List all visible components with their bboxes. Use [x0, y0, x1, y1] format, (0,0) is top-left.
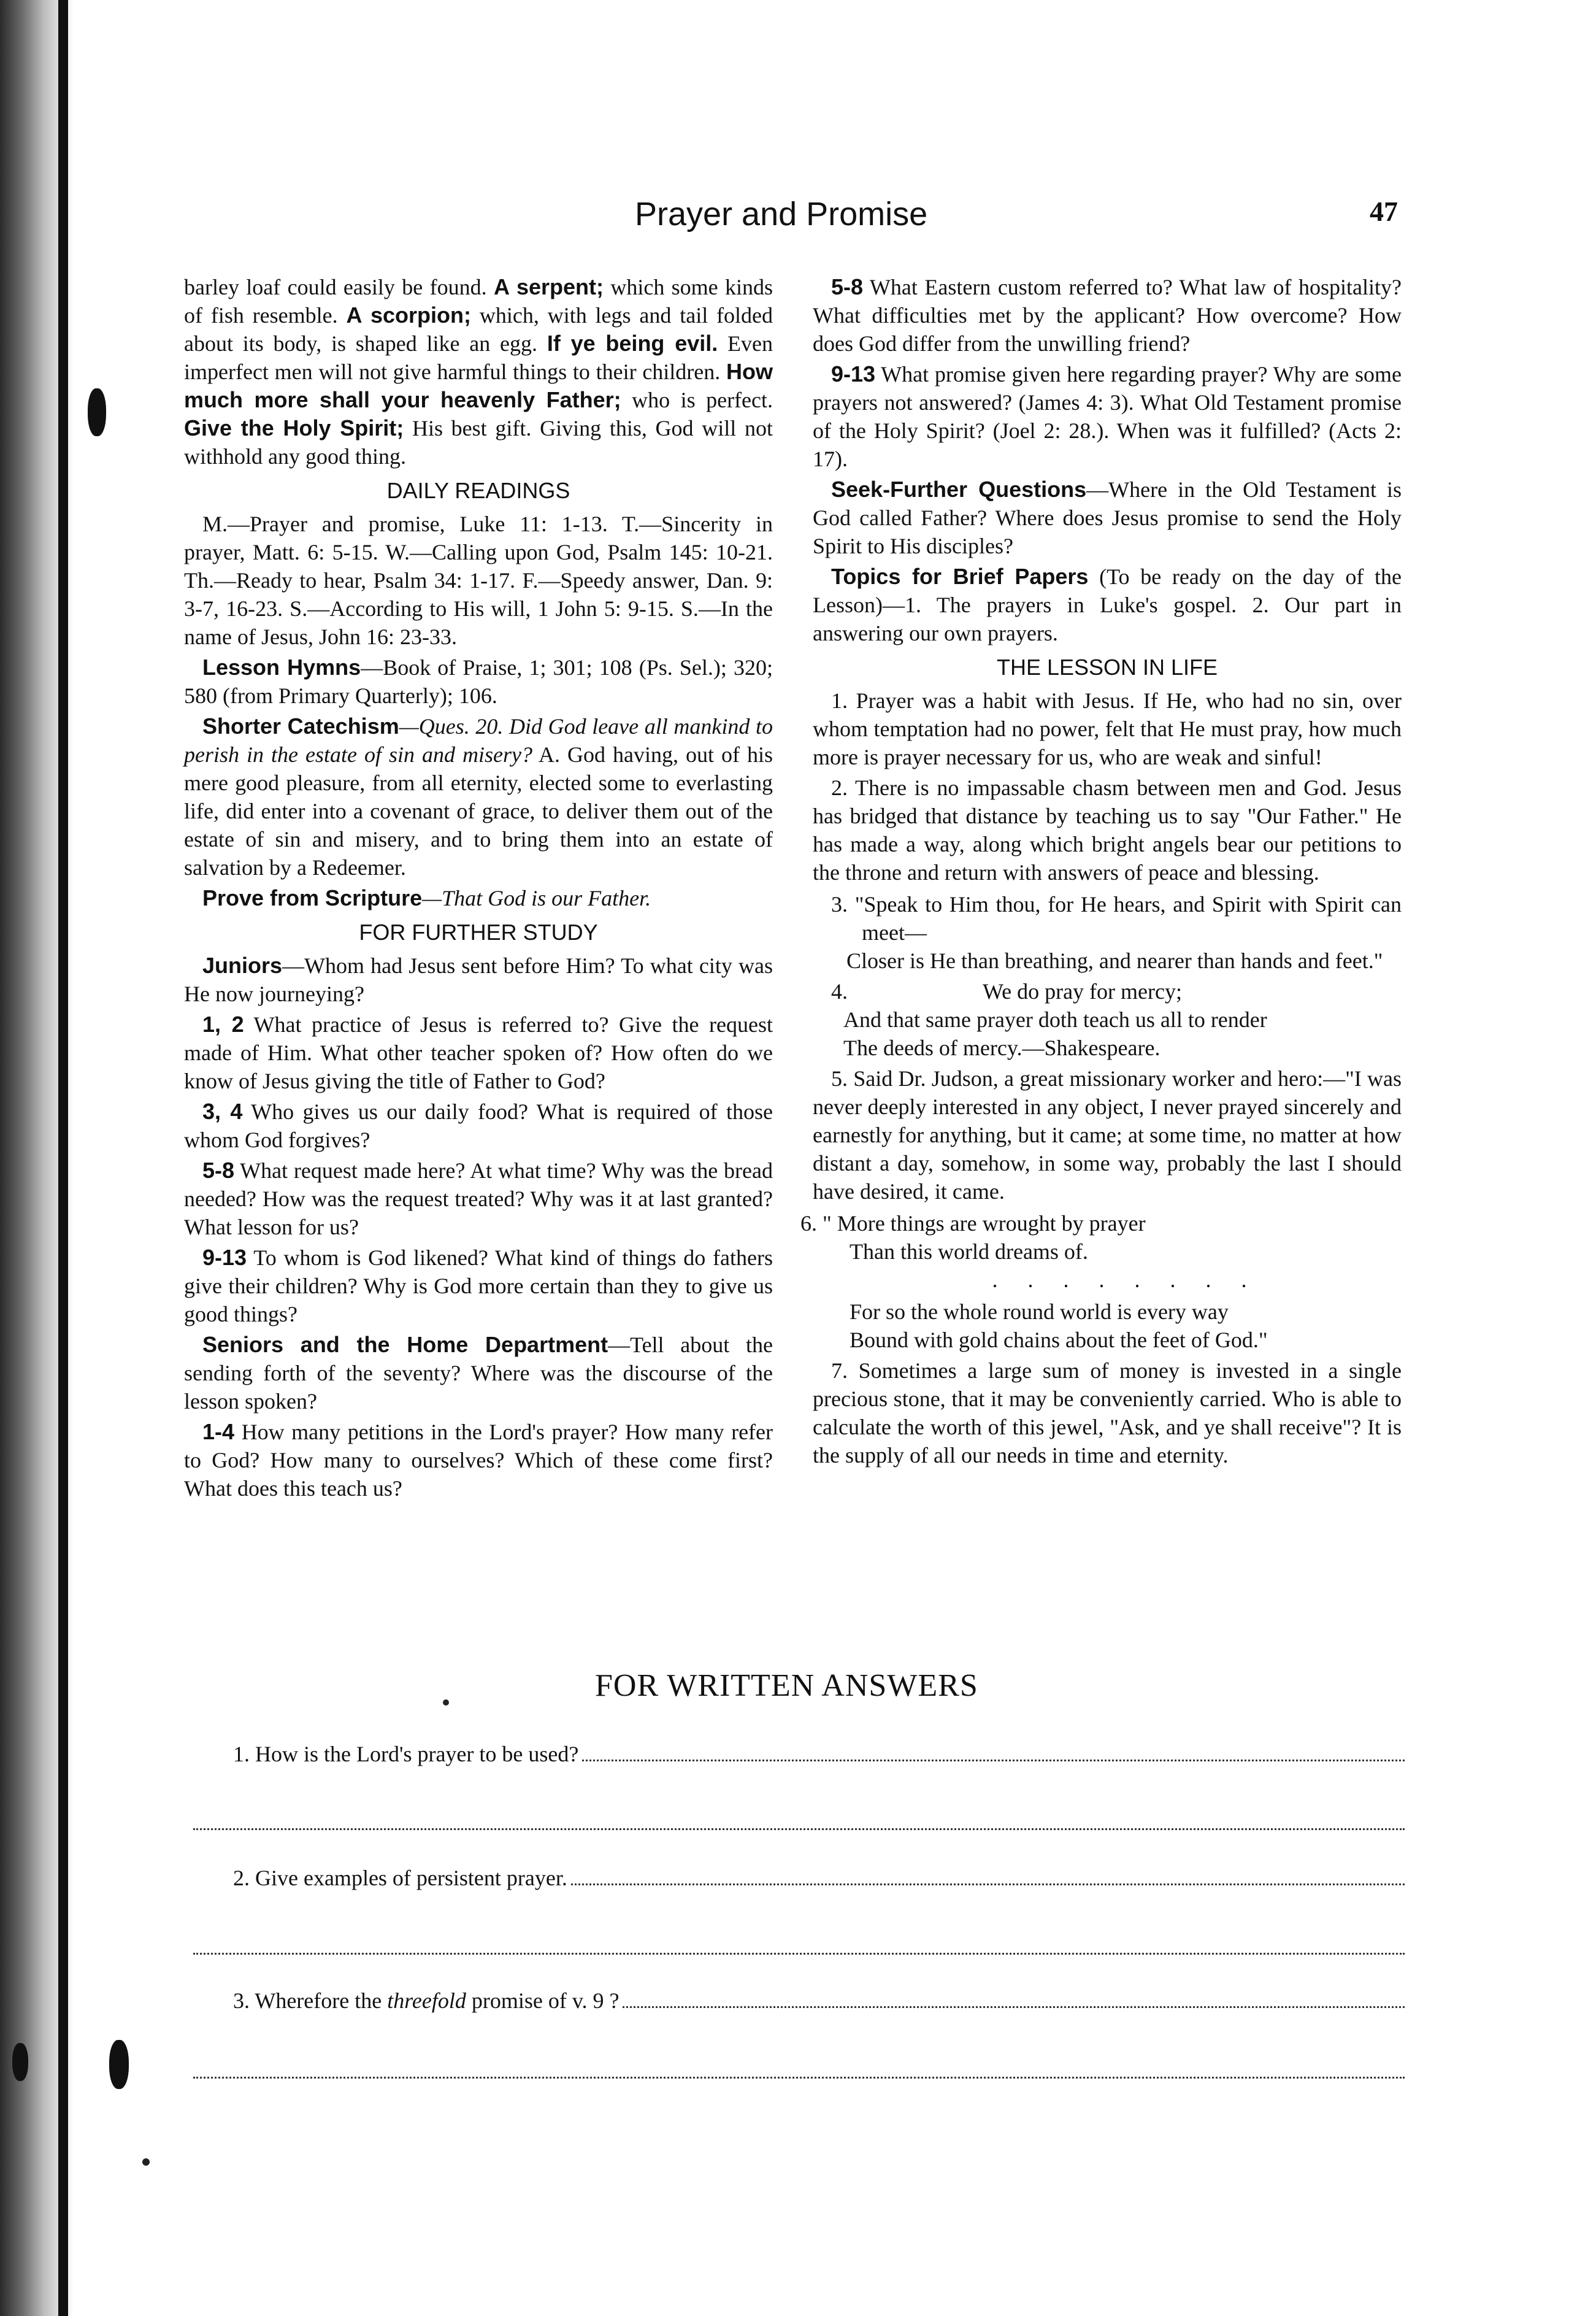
seniors-1-4: 1-4 How many petitions in the Lord's prayer? How many refer to God? How many to ourselves? Which of these come first? What does this teach us? — [184, 1419, 773, 1501]
written-question-3: 3. Wherefore the threefold promise of v. 9 ? — [233, 1988, 1405, 2014]
prove-from-scripture: Prove from Scripture—That God is our Father. — [202, 885, 651, 910]
lesson-life-6-verse: 6. " More things are wrought by prayer Than this world dreams of. . . . . . . . . For so the whole round world is every way Bound with gold chains about the feet of God." — [800, 1211, 1268, 1352]
page-number: 47 — [1370, 196, 1398, 227]
seniors-5-8: 5-8 What Eastern custom referred to? What law of hospitality? What difficulties met by the applicant? How overcome? How does God differ from the unwilling friend? — [813, 274, 1402, 356]
lesson-notes-paragraph: barley loaf could easily be found. A serpent; which some kinds of fish resemble. A scorpion; which, with legs and tail folded about its body, is shaped like an egg. If ye being evil. Even imperfect men will not give harmful things to their children. How much more shall your heavenly Father; who is perfect. Give the Holy Spirit; His best gift. Giving this, God will not withhold any good thing. — [184, 274, 773, 469]
punch-hole-bottom-left — [12, 2043, 28, 2081]
topics-for-brief-papers: Topics for Brief Papers (To be ready on the day of the Lesson)—1. The prayers in Luke's gospel. 2. Our part in answering our own prayers. — [813, 564, 1402, 645]
answer-line[interactable] — [623, 1988, 1405, 2008]
lesson-life-7: 7. Sometimes a large sum of money is invested in a single precious stone, that it may be conveniently carried. Who is able to calculate the worth of this jewel, "Ask, and ye shall receive"? It is the supply of all our needs in time and eternity. — [813, 1358, 1402, 1468]
answer-line[interactable] — [193, 2077, 1405, 2079]
further-study-heading: FOR FURTHER STUDY — [359, 920, 598, 945]
punch-hole-top — [88, 388, 106, 436]
juniors-3-4: 3, 4 Who gives us our daily food? What is required of those whom God forgives? — [184, 1099, 773, 1152]
lesson-life-2: 2. There is no impassable chasm between men and God. Jesus has bridged that distance by teaching us to say "Our Father." He has made a way, along which bright angels bear our petitions to the throne and return with answers of peace and blessing. — [813, 775, 1402, 885]
print-speck — [142, 2158, 150, 2166]
seek-further-questions: Seek-Further Questions—Where in the Old Testament is God called Father? Where does Jesus promise to send the Holy Spirit to His disciples? — [813, 477, 1402, 558]
lesson-hymns: Lesson Hymns—Book of Praise, 1; 301; 108 (Ps. Sel.); 320; 580 (from Primary Quarterly); 106. — [184, 655, 773, 708]
answer-line[interactable] — [193, 1953, 1405, 1955]
juniors-1-2: 1, 2 What practice of Jesus is referred to? Give the request made of Him. What other teacher spoken of? How often do we know of Jesus giving the title of Father to God? — [184, 1012, 773, 1093]
written-question-1: 1. How is the Lord's prayer to be used? — [233, 1741, 1405, 1767]
answer-line[interactable] — [193, 1828, 1405, 1830]
page-header-title: Prayer and Promise — [635, 196, 928, 233]
binding-shadow — [58, 0, 68, 2316]
lesson-life-5: 5. Said Dr. Judson, a great missionary worker and hero:—"I was never deeply interested in any object, I never prayed sincerely and earnestly for anything, but it came; at some time, no matter at how distant a day, somehow, in some way, probably the last I should have desired, it came. — [813, 1066, 1402, 1204]
lesson-life-1: 1. Prayer was a habit with Jesus. If He, who had no sin, over whom temptation had no power, felt that He must pray, how much more is prayer necessary for us, who are weak and sinful! — [813, 688, 1402, 769]
lesson-in-life-heading: THE LESSON IN LIFE — [996, 655, 1218, 680]
written-question-2: 2. Give examples of persistent prayer. — [233, 1865, 1405, 1891]
juniors-questions: Juniors—Whom had Jesus sent before Him? To what city was He now journeying? — [184, 953, 773, 1006]
written-answers-heading: FOR WRITTEN ANSWERS — [595, 1668, 978, 1703]
lesson-life-3-verse: 3. "Speak to Him thou, for He hears, and Spirit with Spirit can meet— Closer is He than breathing, and nearer than hands and feet." — [831, 892, 1402, 973]
punch-hole-bottom — [109, 2040, 129, 2089]
print-speck — [443, 1699, 449, 1706]
right-column — [800, 273, 1402, 1472]
seniors-9-13: 9-13 What promise given here regarding prayer? Why are some prayers not answered? (James 4: 3). What Old Testament promise of the Holy Spirit? (Joel 2: 28.). When was it fulfilled? (Acts 2: 17). — [813, 361, 1402, 471]
seniors-questions: Seniors and the Home Department—Tell about the sending forth of the seventy? Where was the discourse of the lesson spoken? — [184, 1332, 773, 1414]
lesson-life-4-verse: 4. We do pray for mercy; And that same prayer doth teach us all to render The deeds of mercy.—Shakespeare. — [831, 979, 1267, 1060]
juniors-9-13: 9-13 To whom is God likened? What kind of things do fathers give their children? Why is God more certain than they to give us good things? — [184, 1245, 773, 1326]
juniors-5-8: 5-8 What request made here? At what time? Why was the bread needed? How was the request treated? Why was it at last granted? What lesson for us? — [184, 1158, 773, 1239]
daily-readings-heading: DAILY READINGS — [386, 478, 570, 503]
shorter-catechism: Shorter Catechism—Ques. 20. Did God leave all mankind to perish in the estate of sin and misery? A. God having, out of his mere good pleasure, from all eternity, elected some to everlasting life, did enter into a covenant of grace, to deliver them out of the estate of sin and misery, and to bring them into an estate of salvation by a Redeemer. — [184, 714, 773, 880]
left-column — [184, 273, 773, 1505]
daily-readings-text: M.—Prayer and promise, Luke 11: 1-13. T.—Sincerity in prayer, Matt. 6: 5-15. W.—Calling upon God, Psalm 145: 10-21. Th.—Ready to hear, Psalm 34: 1-17. F.—Speedy answer, Dan. 9: 3-7, 16-23. S.—According to His will, 1 John 5: 9-15. S.—In the name of Jesus, John 16: 23-33. — [184, 512, 773, 649]
answer-line[interactable] — [582, 1741, 1405, 1761]
answer-line[interactable] — [571, 1865, 1405, 1885]
